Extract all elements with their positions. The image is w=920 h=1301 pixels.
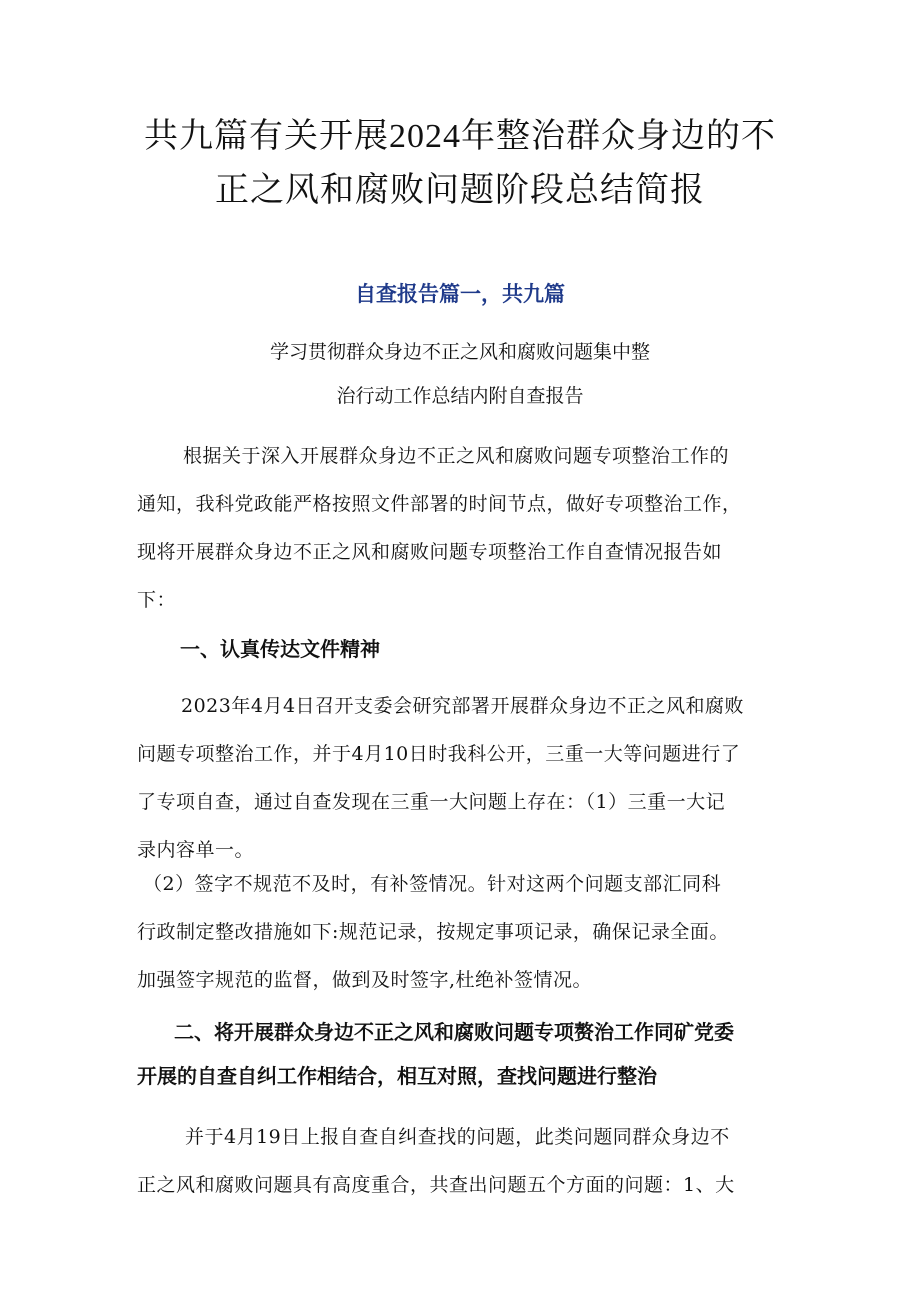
paragraph-line: 现将开展群众身边不正之风和腐败问题专项整治工作自查情况报告如 bbox=[137, 541, 723, 563]
document-title bbox=[100, 110, 820, 218]
report-heading-line-2: 治行动工作总结内附自查报告 bbox=[336, 385, 584, 407]
paragraph-line: 下： bbox=[137, 589, 177, 611]
paragraph-line: 加强签字规范的监督，做到及时签字,杜绝补签情况。 bbox=[137, 969, 593, 991]
section-2-heading bbox=[137, 1010, 817, 1098]
paragraph-line: 通知，我科党政能严格按照文件部署的时间节点，做好专项整治工作， bbox=[137, 493, 742, 515]
section-1-heading bbox=[180, 627, 860, 671]
paragraph-line: 正之风和腐败问题具有高度重合，共查出问题五个方面的问题：1、大 bbox=[137, 1174, 735, 1196]
paragraph-line: 根据关于深入开展群众身边不正之风和腐败问题专项整治工作的 bbox=[183, 445, 730, 467]
paragraph-line: （2）签字不规范不及时，有补签情况。针对这两个问题支部汇同科 bbox=[143, 873, 722, 895]
title-line-2: 正之风和腐败问题阶段总结简报 bbox=[215, 172, 705, 209]
intro-paragraph bbox=[137, 432, 792, 624]
section-1-heading-text: 一、认真传达文件精神 bbox=[180, 637, 380, 661]
paragraph-line: 2023年4月4日召开支委会研究部署开展群众身边不正之风和腐败 bbox=[181, 695, 745, 717]
report-heading-line-1: 学习贯彻群众身边不正之风和腐败问题集中整 bbox=[269, 341, 650, 363]
section-2-heading-line-2: 开展的自查自纠工作相结合，相互对照，查找问题进行整治 bbox=[137, 1064, 657, 1088]
section-1-paragraph-2 bbox=[137, 860, 792, 1004]
paragraph-line: 录内容单一。 bbox=[137, 839, 255, 861]
subtitle: 自查报告篇一，共九篇 bbox=[355, 281, 565, 306]
section-2-heading-line-1: 二、将开展群众身边不正之风和腐败问题专项赘治工作同矿党委 bbox=[174, 1020, 734, 1044]
paragraph-line: 了专项自查，通过自查发现在三重一大问题上存在：（1）三重一大记 bbox=[137, 791, 726, 813]
paragraph-line: 行政制定整改措施如下:规范记录，按规定事项记录，确保记录全面。 bbox=[137, 921, 729, 943]
paragraph-line: 问题专项整治工作，并于4月10日时我科公开，三重一大等问题进行了 bbox=[137, 743, 741, 765]
paragraph-line: 并于4月19日上报自查自纠查找的问题，此类问题同群众身边不 bbox=[185, 1126, 730, 1148]
section-2-paragraph-1 bbox=[137, 1113, 792, 1209]
report-heading bbox=[150, 330, 770, 418]
title-line-1: 共九篇有关开展2024年整治群众身边的不 bbox=[144, 118, 776, 155]
section-1-paragraph-1 bbox=[137, 682, 792, 874]
